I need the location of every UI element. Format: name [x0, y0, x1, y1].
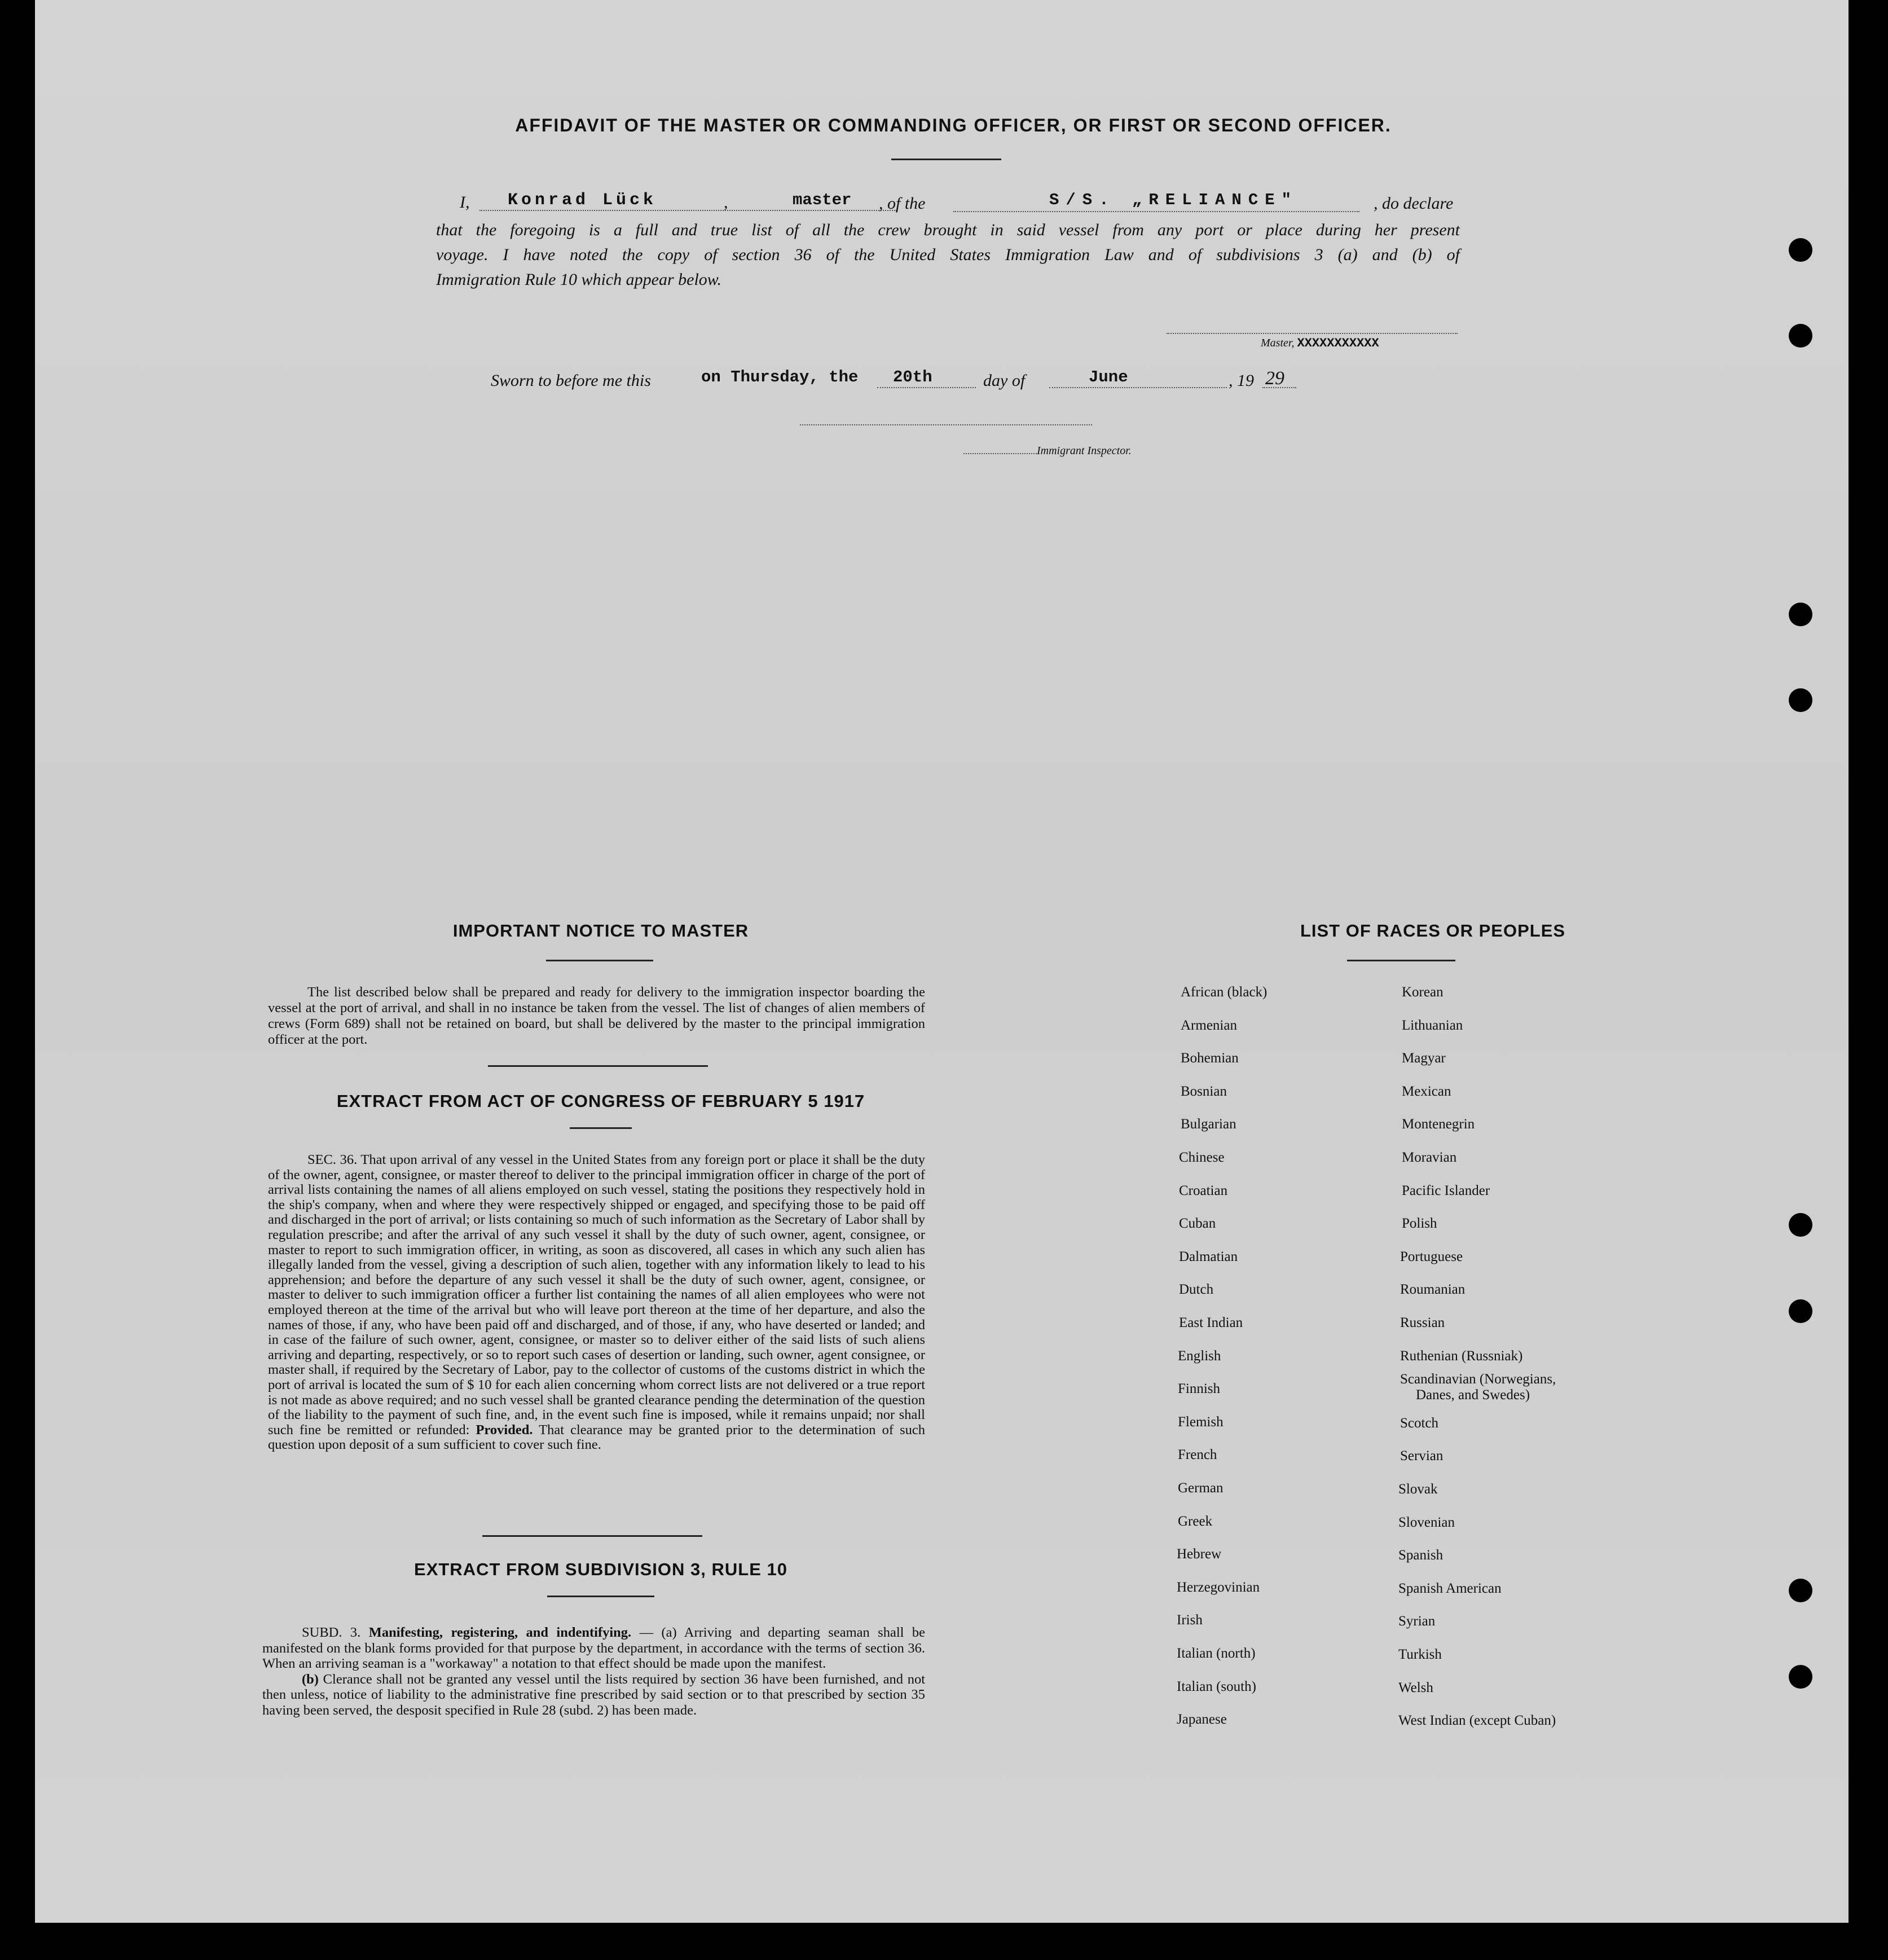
binder-hole — [1789, 1213, 1812, 1237]
binder-hole — [1789, 324, 1812, 348]
subd-heading: Manifesting, registering, and indentifying. — [368, 1625, 632, 1640]
act-provided: Provided. — [476, 1422, 533, 1438]
race-item: Greek — [1178, 1513, 1213, 1529]
notice-title: IMPORTANT NOTICE TO MASTER — [452, 921, 749, 941]
vessel-name: S/S. „RELIANCE" — [1049, 191, 1299, 209]
binder-hole — [1789, 1665, 1812, 1689]
affidavit-body-line1: that the foregoing is a full and true list of all the crew brought in said vessel from any port or place during her present — [436, 221, 1460, 239]
race-item: Scandinavian (Norwegians, — [1400, 1371, 1556, 1387]
race-item: Mexican — [1402, 1083, 1451, 1099]
race-item: Spanish — [1398, 1548, 1443, 1563]
race-item: Servian — [1400, 1448, 1443, 1464]
act-body: SEC. 36. That upon arrival of any vessel in the United States from any foreign port or place it shall be the duty of the owner, agent, consignee, or master thereof to deliver to the principal immigration officer in charge of the port of arrival lists containing the names of all aliens employed on such vessel, stating the positions they respectively hold in the ship's company, when and where they were respectively shipped or engaged, and specifying those to be paid off and discharged in the port of arrival; or lists containing so much of such information as the Secretary of Labor shall by regulation prescribe; and after the arrival of any such vessel it shall by the duty of such owner, agent, consignee, or master to report to such immigration officer, in writing, as soon as discovered, all cases in which any such alien has illegally landed from the vessel, giving a description of such alien, together with any information likely to lead to his apprehension; and before the departure of any such vessel it shall be the duty of such owner, agent, consignee, or master to deliver to such immigration officer a further list containing the names of all alien employees who were not employed thereon at the time of the arrival but who will leave port thereon at the time of her departure, and also the names of those, if any, who have been paid off and discharged, and of those, if any, who have deserted or landed; and in case of the failure of such owner, agent, consignee, or master so to deliver either of the said lists of such aliens arriving and departing, respectively, or so to report such cases of desertion or landing, such owner, agent consignee, or master shall, if required by the Secretary of Labor, pay to the collector of customs of the customs district in which the port of arrival is located the sum of $ 10 for each alien concerning whom correct lists are not delivered or a true report is not made as above required; and no such vessel shall be granted clearance pending the determination of the question of the liability to the payment of such fine, and, in the event such fine is imposed, while it remains unpaid; nor shall such fine be remitted or refunded: — [268, 1152, 925, 1438]
race-item: Italian (north) — [1177, 1646, 1256, 1661]
act-body-end: That clearance may be granted prior to the determination of such question upon deposit of a sum sufficient to cover such fine. — [268, 1422, 925, 1453]
race-item: Flemish — [1178, 1414, 1224, 1430]
signature-line — [1167, 333, 1458, 334]
race-item: Russian — [1400, 1315, 1445, 1330]
race-item: Chinese — [1179, 1150, 1225, 1165]
year-underline — [1262, 387, 1296, 388]
year-prefix: , 19 — [1229, 371, 1254, 390]
day-underline — [877, 387, 976, 388]
binder-hole — [1789, 1579, 1812, 1602]
race-item: Magyar — [1402, 1051, 1446, 1066]
race-item: Slovak — [1398, 1482, 1438, 1497]
rule10-title: EXTRACT FROM SUBDIVISION 3, RULE 10 — [414, 1559, 787, 1579]
master-name-comma: , — [724, 193, 728, 212]
race-item: Armenian — [1181, 1017, 1237, 1033]
race-item: Spanish American — [1398, 1580, 1502, 1596]
signature-block — [1261, 336, 1379, 350]
race-item: Turkish — [1398, 1647, 1442, 1662]
race-item: Pacific Islander — [1402, 1183, 1490, 1198]
race-item: Welsh — [1398, 1680, 1433, 1695]
race-item: Dutch — [1179, 1282, 1214, 1298]
race-item: Hebrew — [1177, 1546, 1222, 1562]
subd-part-a: — (a) Arriving and departing seaman shall be manifested on the blank forms provided for that purpose by the department, in accordance with the terms of section 36. When an arriving seaman is a "workaway" a notation to that effect should be made upon the manifest. — [262, 1625, 925, 1671]
subd-part-b: Clerance shall not be granted any vessel until the lists required by section 36 have been furnished, and not then unless, notice of liability to the administrative fine prescribed by said section or to that prescribed by section 35 having been served, the desposit specified in Rule 28 (subd. 2) has been made. — [262, 1671, 926, 1718]
subd-label: SUBD. 3. — [302, 1625, 361, 1640]
affidavit-line1 — [0, 191, 1888, 213]
rule10-text — [262, 1625, 925, 1718]
sworn-year: 29 — [1265, 368, 1284, 389]
divider — [482, 1535, 702, 1537]
race-item: Polish — [1402, 1216, 1437, 1232]
divider — [891, 159, 1001, 160]
race-item: English — [1178, 1348, 1221, 1364]
sworn-on: on Thursday, the — [701, 368, 859, 386]
race-item: Herzegovinian — [1177, 1579, 1260, 1595]
signature-label: Master, — [1261, 337, 1295, 349]
month-underline — [1049, 387, 1227, 388]
race-item: Scotch — [1400, 1415, 1439, 1431]
master-name: Konrad Lück — [508, 191, 657, 210]
race-item: Finnish — [1178, 1381, 1221, 1397]
race-item: Korean — [1402, 985, 1443, 1000]
binder-hole — [1789, 238, 1812, 262]
race-item: Ruthenian (Russniak) — [1400, 1348, 1523, 1364]
inspector-line-1 — [800, 424, 1092, 425]
affidavit-body-line2: voyage. I have noted the copy of section 36 of the United States Immigration Law and of subdivisions 3 (a) and (b) of — [436, 245, 1460, 264]
binder-hole — [1789, 1299, 1812, 1323]
binder-hole — [1789, 603, 1812, 626]
name-underline — [479, 210, 897, 211]
act-text — [268, 1153, 925, 1453]
subd-part-b-label: (b) — [302, 1671, 319, 1687]
signature-struck: XXXXXXXXXXX — [1297, 336, 1379, 350]
race-item: West Indian (except Cuban) — [1398, 1713, 1556, 1729]
affidavit-body — [436, 218, 1460, 292]
vessel-underline — [953, 211, 1359, 212]
race-item: Bosnian — [1181, 1083, 1227, 1099]
divider — [570, 1127, 632, 1129]
sworn-month: June — [1089, 368, 1128, 386]
race-item: Portuguese — [1400, 1249, 1463, 1264]
race-item: German — [1178, 1480, 1224, 1496]
sworn-label: Sworn to before me this — [491, 371, 651, 390]
race-item: Dalmatian — [1179, 1249, 1238, 1264]
race-item: French — [1178, 1447, 1217, 1463]
race-item: Danes, and Swedes) — [1416, 1387, 1530, 1403]
race-item: Syrian — [1398, 1614, 1436, 1629]
rule10-part-a — [262, 1625, 925, 1672]
race-item: Japanese — [1177, 1712, 1227, 1728]
race-item: Roumanian — [1400, 1282, 1465, 1298]
race-item: Montenegrin — [1402, 1117, 1475, 1132]
divider — [488, 1065, 708, 1067]
inspector-label: Immigrant Inspector. — [1037, 445, 1132, 457]
binder-hole — [1789, 688, 1812, 712]
race-item: Bulgarian — [1181, 1117, 1236, 1132]
race-item: African (black) — [1181, 985, 1268, 1000]
race-item: Moravian — [1402, 1150, 1457, 1165]
day-of-label: day of — [983, 371, 1026, 390]
race-item: Cuban — [1179, 1216, 1216, 1232]
sworn-day: 20th — [893, 368, 932, 386]
sworn-line — [0, 368, 1888, 390]
race-item: Lithuanian — [1402, 1017, 1463, 1033]
races-title: LIST OF RACES OR PEOPLES — [1300, 921, 1566, 941]
declare-label: , do declare — [1374, 194, 1454, 213]
of-the-label: , of the — [879, 194, 926, 213]
divider — [547, 1596, 654, 1597]
rule10-part-b — [262, 1672, 925, 1719]
race-item: Bohemian — [1181, 1051, 1239, 1066]
divider — [1347, 960, 1455, 961]
inspector-line-2 — [963, 453, 1037, 454]
affidavit-body-line3: Immigration Rule 10 which appear below. — [436, 270, 722, 289]
act-title: EXTRACT FROM ACT OF CONGRESS OF FEBRUARY 5 1917 — [336, 1091, 865, 1111]
i-label: I, — [460, 193, 470, 212]
race-item: Croatian — [1179, 1183, 1228, 1198]
race-item: East Indian — [1179, 1315, 1243, 1330]
affidavit-title: AFFIDAVIT OF THE MASTER OR COMMANDING OFFICER, OR FIRST OR SECOND OFFICER. — [515, 115, 1392, 135]
race-item: Slovenian — [1398, 1514, 1455, 1530]
race-item: Irish — [1177, 1612, 1203, 1628]
master-rank: master — [793, 191, 852, 209]
divider — [546, 960, 653, 961]
notice-text: The list described below shall be prepared and ready for delivery to the immigration inspector boarding the vessel at the port of arrival, and shall in no instance be taken from the vessel. The list of changes of alien members of crews (Form 689) shall not be retained on board, but shall be delivered by the master to the principal immigration officer at the port. — [268, 985, 925, 1047]
race-item: Italian (south) — [1177, 1678, 1256, 1694]
